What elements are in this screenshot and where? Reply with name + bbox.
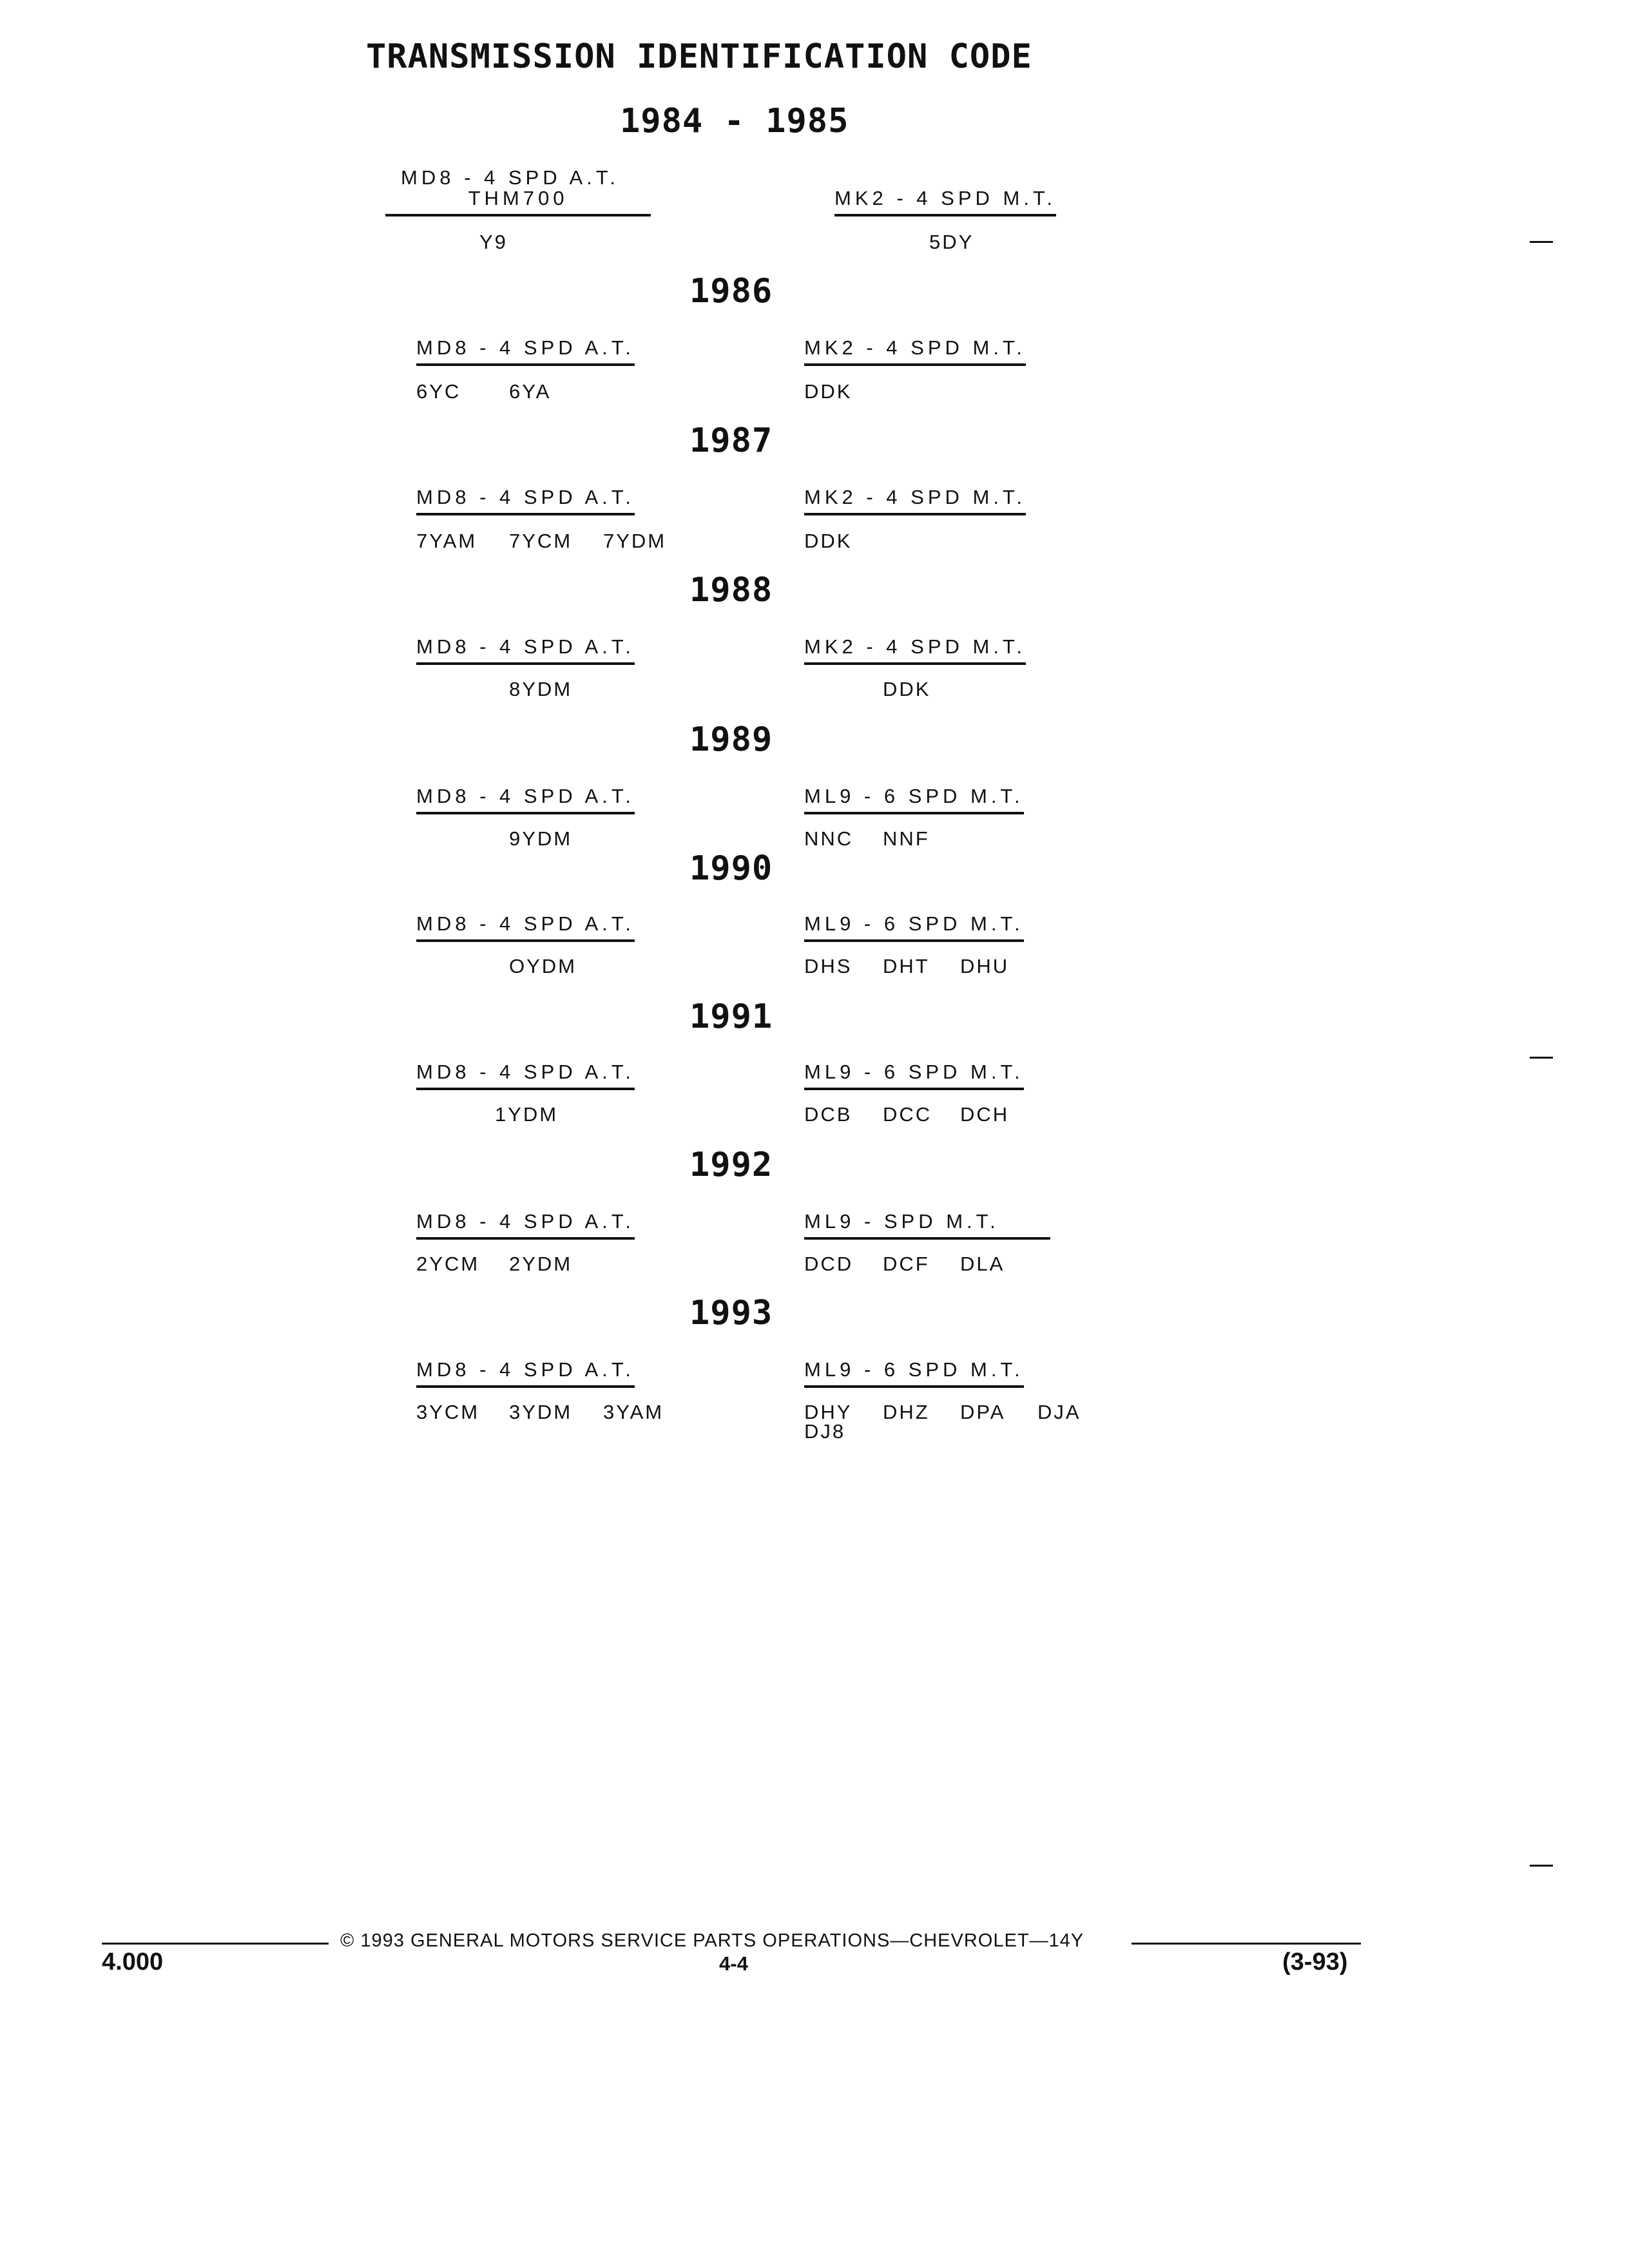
auto-trans-header: MD8 - 4 SPD A.T. bbox=[416, 912, 635, 942]
trans-code: DDK bbox=[804, 380, 853, 403]
year-heading: 1984 - 1985 bbox=[620, 102, 849, 140]
footer-rule-left bbox=[102, 1943, 329, 1945]
trans-code: 5DY bbox=[929, 231, 974, 253]
trans-code: 1YDM bbox=[495, 1103, 559, 1126]
manual-trans-header: MK2 - 4 SPD M.T. bbox=[804, 486, 1026, 515]
trans-code: DJA bbox=[1037, 1401, 1081, 1423]
trans-code: DLA bbox=[960, 1253, 1005, 1275]
trans-code: DHT bbox=[883, 955, 930, 977]
auto-trans-header: MD8 - 4 SPD A.T. bbox=[416, 486, 635, 515]
trans-code: 2YCM bbox=[416, 1253, 480, 1275]
footer-copyright: © 1993 GENERAL MOTORS SERVICE PARTS OPERATIONS—CHEVROLET—14Y bbox=[340, 1930, 1084, 1951]
auto-trans-header: MD8 - 4 SPD A.T. bbox=[416, 336, 635, 366]
trans-code: DCB bbox=[804, 1103, 853, 1126]
page-title: TRANSMISSION IDENTIFICATION CODE bbox=[366, 37, 1032, 76]
trans-code: NNC bbox=[804, 827, 854, 850]
page-number: 4-4 bbox=[719, 1952, 748, 1975]
auto-trans-header: MD8 - 4 SPD A.T. bbox=[401, 166, 619, 189]
year-heading: 1987 bbox=[689, 421, 773, 460]
trans-code: DPA bbox=[960, 1401, 1006, 1423]
auto-trans-header: MD8 - 4 SPD A.T. bbox=[416, 1210, 635, 1240]
manual-trans-header: MK2 - 4 SPD M.T. bbox=[834, 187, 1056, 216]
trans-code: DHZ bbox=[883, 1401, 930, 1423]
trans-code: 3YAM bbox=[603, 1401, 664, 1423]
trans-code: 7YCM bbox=[509, 530, 573, 552]
trans-code: DCC bbox=[883, 1103, 932, 1126]
margin-mark bbox=[1530, 241, 1553, 243]
trans-code: DHU bbox=[960, 955, 1010, 977]
trans-code: 3YCM bbox=[416, 1401, 480, 1423]
trans-code: OYDM bbox=[509, 955, 577, 977]
year-heading: 1989 bbox=[689, 720, 773, 759]
trans-code: 8YDM bbox=[509, 678, 573, 700]
section-number: 4.000 bbox=[102, 1948, 164, 1975]
auto-trans-subheader: THM700 bbox=[385, 187, 651, 216]
trans-code: DHY bbox=[804, 1401, 853, 1423]
manual-trans-header: ML9 - 6 SPD M.T. bbox=[804, 785, 1024, 814]
margin-mark bbox=[1530, 1057, 1553, 1059]
trans-code: 7YAM bbox=[416, 530, 477, 552]
trans-code: 7YDM bbox=[603, 530, 667, 552]
trans-code: Y9 bbox=[479, 231, 508, 253]
trans-code: 3YDM bbox=[509, 1401, 573, 1423]
trans-code: 9YDM bbox=[509, 827, 573, 850]
manual-trans-header: ML9 - 6 SPD M.T. bbox=[804, 1061, 1024, 1090]
auto-trans-header: MD8 - 4 SPD A.T. bbox=[416, 1358, 635, 1388]
manual-trans-header: MK2 - 4 SPD M.T. bbox=[804, 336, 1026, 366]
trans-code: DCH bbox=[960, 1103, 1010, 1126]
trans-code: NNF bbox=[883, 827, 930, 850]
trans-code: 6YC bbox=[416, 380, 461, 403]
year-heading: 1986 bbox=[689, 272, 773, 311]
year-heading: 1993 bbox=[689, 1294, 773, 1332]
trans-code: DHS bbox=[804, 955, 853, 977]
trans-code: 6YA bbox=[509, 380, 552, 403]
manual-trans-header: ML9 - 6 SPD M.T. bbox=[804, 912, 1024, 942]
manual-trans-header: ML9 - SPD M.T. bbox=[804, 1210, 1050, 1240]
trans-code: DJ8 bbox=[804, 1420, 846, 1443]
trans-code: 2YDM bbox=[509, 1253, 573, 1275]
auto-trans-header: MD8 - 4 SPD A.T. bbox=[416, 785, 635, 814]
year-heading: 1992 bbox=[689, 1146, 773, 1184]
auto-trans-header: MD8 - 4 SPD A.T. bbox=[416, 1061, 635, 1090]
auto-trans-header: MD8 - 4 SPD A.T. bbox=[416, 635, 635, 665]
trans-code: DDK bbox=[883, 678, 931, 700]
year-heading: 1988 bbox=[689, 571, 773, 610]
trans-code: DCD bbox=[804, 1253, 854, 1275]
revision-date: (3-93) bbox=[1282, 1948, 1348, 1975]
year-heading: 1990 bbox=[689, 849, 773, 888]
footer-rule-right bbox=[1132, 1943, 1361, 1945]
margin-mark bbox=[1530, 1865, 1553, 1867]
manual-trans-header: MK2 - 4 SPD M.T. bbox=[804, 635, 1026, 665]
year-heading: 1991 bbox=[689, 997, 773, 1036]
trans-code: DCF bbox=[883, 1253, 930, 1275]
manual-trans-header: ML9 - 6 SPD M.T. bbox=[804, 1358, 1024, 1388]
trans-code: DDK bbox=[804, 530, 853, 552]
